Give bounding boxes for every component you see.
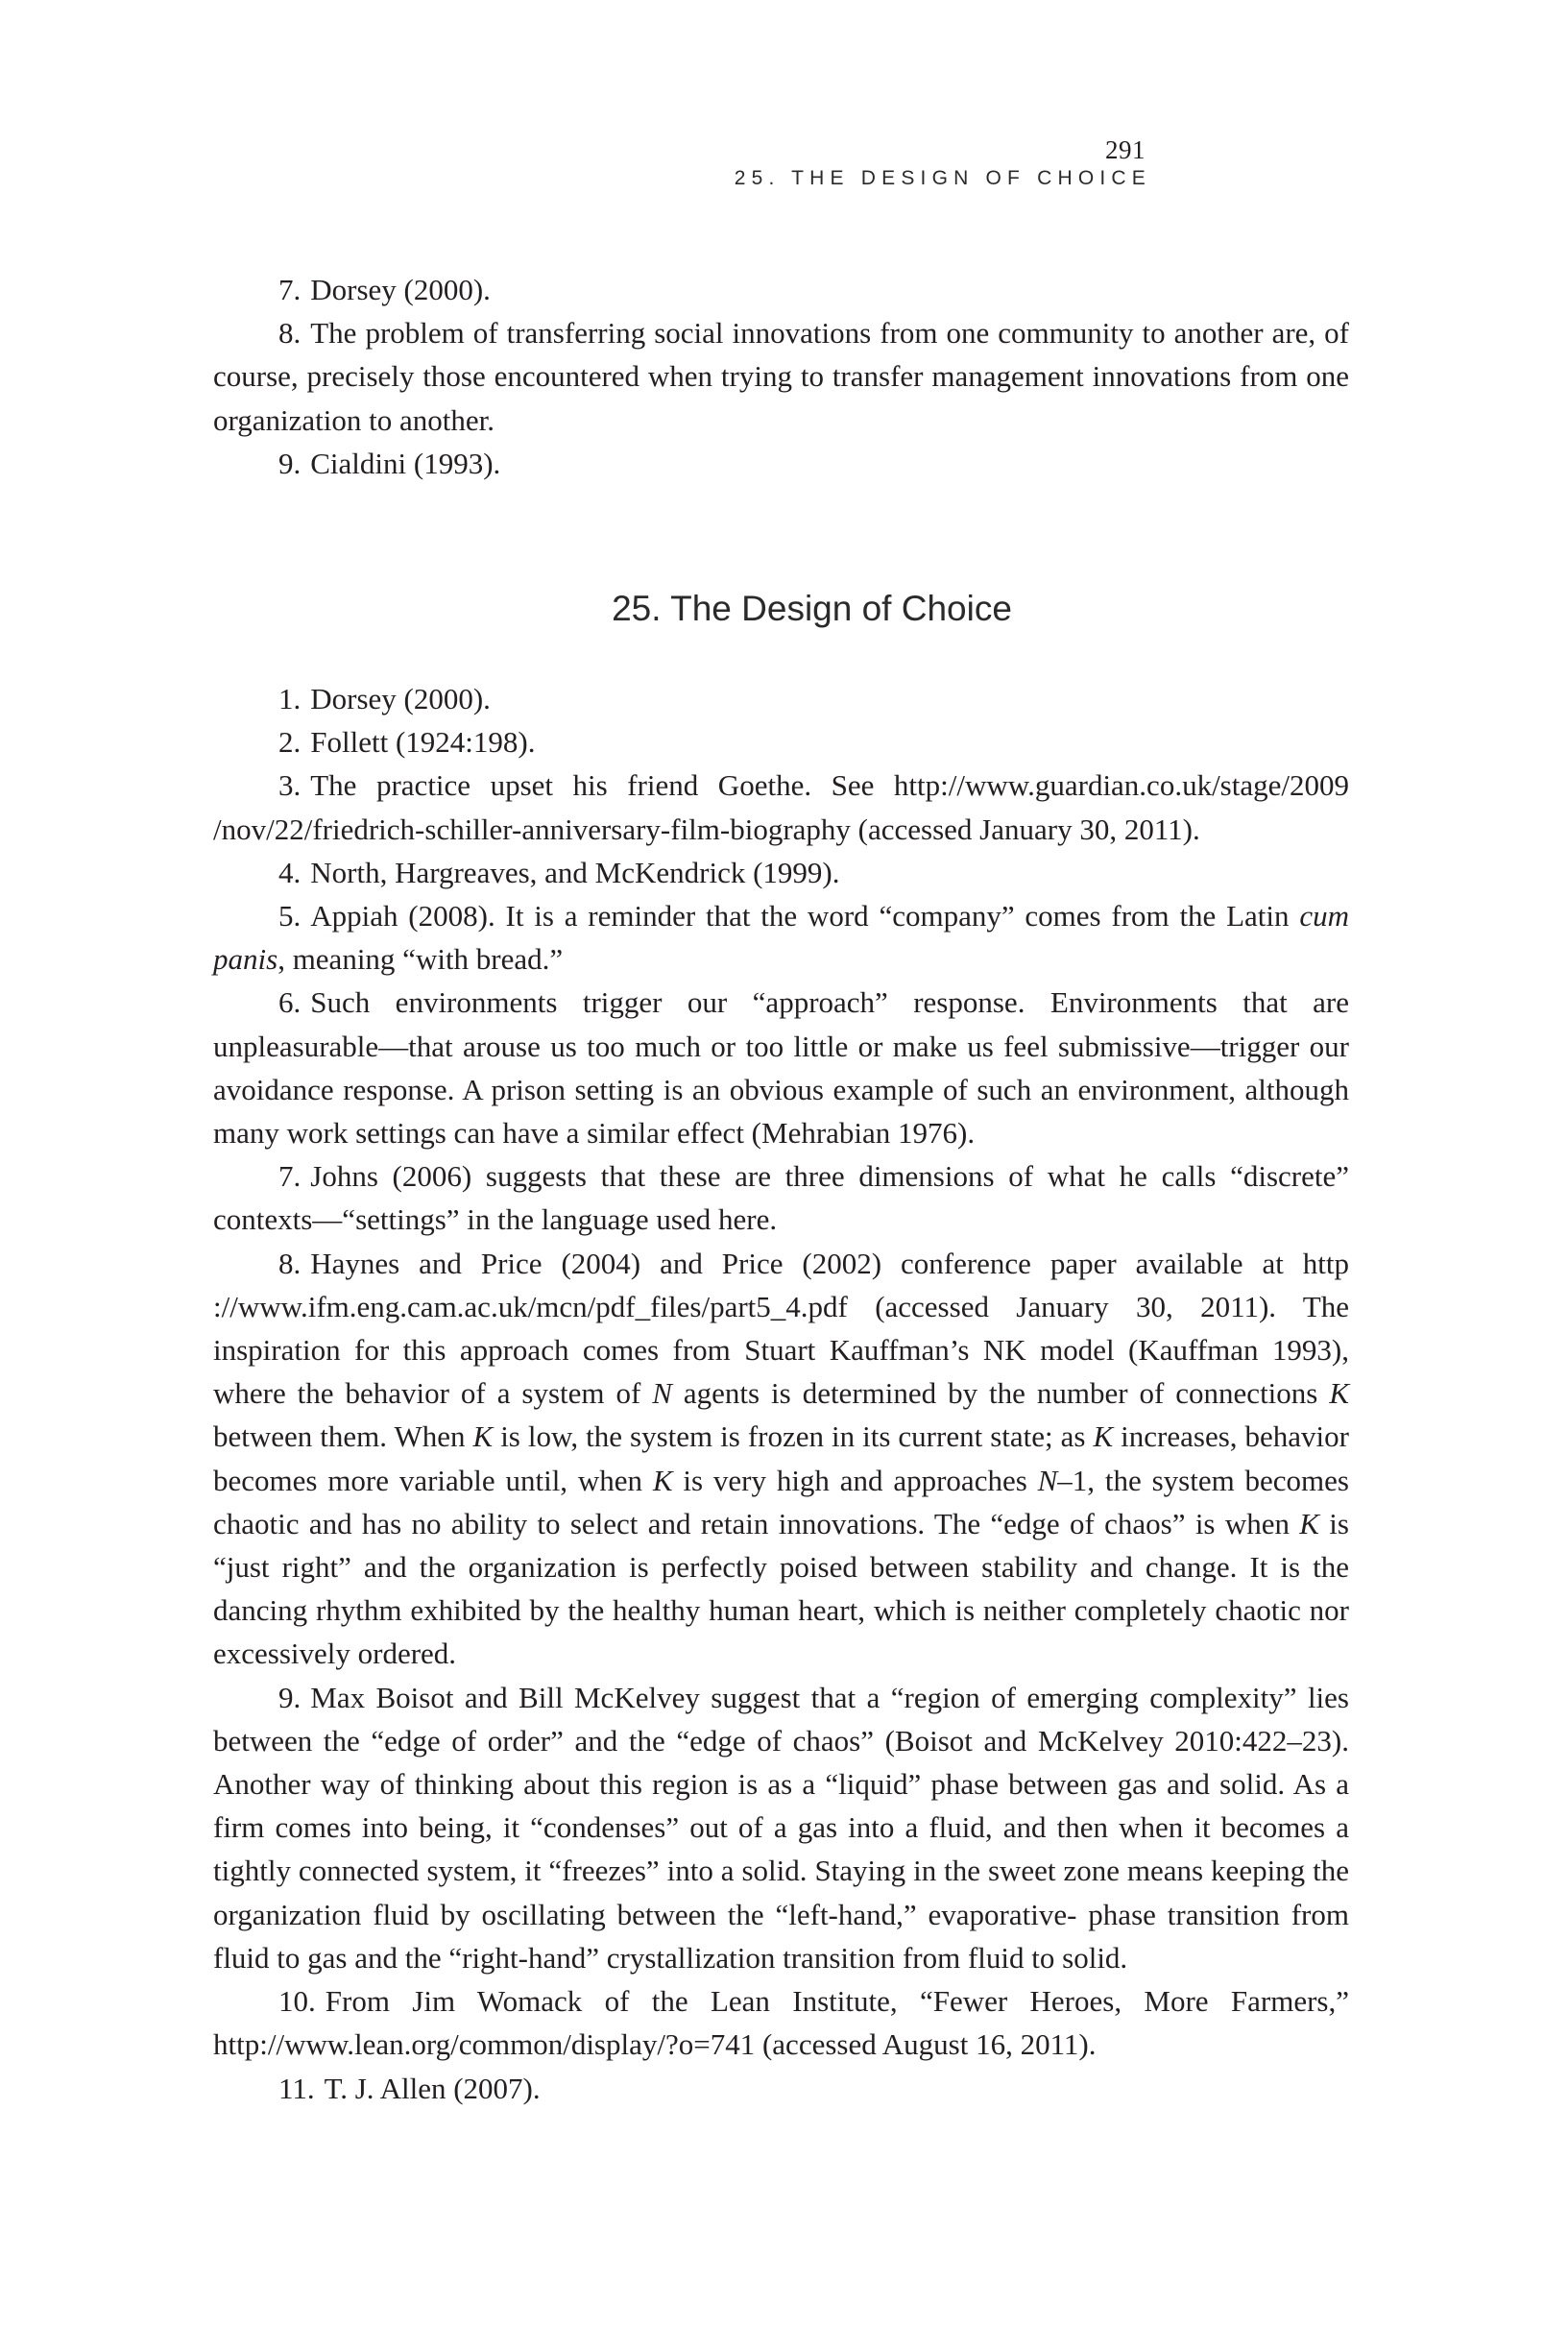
note-text: T. J. Allen (2007).: [324, 2071, 541, 2105]
running-title: 25. THE DESIGN OF CHOICE: [734, 167, 1151, 189]
note-number: 5.: [278, 899, 302, 934]
note-text: is “just right” and the organization is perfectly poised between stability and change. It is the dancing rhythm exhibited by the healthy human heart, which is neither completely chaotic nor excessively ordered.: [213, 1506, 1349, 1671]
note-number: 3.: [278, 768, 302, 803]
note-text: increases, behavior becomes more variable until, when: [213, 1419, 1349, 1497]
note-number: 9.: [278, 446, 302, 480]
note-number: 8.: [278, 1246, 302, 1280]
note-text: The practice upset his friend Goethe. See http://www.guardian.co.uk/stage/2009 /nov/22/friedrich-schiller-anniversary-film-biography (accessed January 30, 2011).: [213, 768, 1349, 846]
note-text: Follett (1924:198).: [310, 725, 536, 760]
variable-n: N: [1037, 1463, 1058, 1497]
note-item: [213, 311, 1349, 442]
note-text: Dorsey (2000).: [310, 682, 491, 715]
note-number: 1.: [278, 682, 302, 715]
note-number: 7.: [278, 1159, 302, 1194]
note-text: Appiah (2008). It is a reminder that the word “company” comes from the Latin: [310, 899, 1300, 934]
note-number: 9.: [278, 1680, 302, 1714]
note-item: [213, 981, 1349, 1154]
note-item: [213, 1154, 1349, 1241]
variable-n: N: [652, 1376, 672, 1411]
chapter-notes: [213, 677, 1349, 2110]
note-text: , meaning “with bread.”: [277, 942, 564, 977]
note-number: 10.: [278, 1984, 316, 2019]
note-item: [213, 2067, 1349, 2110]
note-number: 4.: [278, 855, 302, 889]
note-text: Such environments trigger our “approach” response. Environments that are unpleasurable—that arouse us too much or too little or make us feel submissive—trigger our avoidance response. A prison setting is an obvious example of such an environment, although many work settings can have a similar effect (Mehrabian 1976).: [213, 985, 1349, 1151]
note-number: 2.: [278, 725, 302, 760]
running-head: [734, 134, 1151, 192]
note-number: 7.: [278, 273, 302, 306]
note-number: 11.: [278, 2071, 315, 2105]
note-text: agents is determined by the number of connections: [671, 1376, 1330, 1411]
note-item: [213, 720, 1349, 764]
note-text: Haynes and Price (2004) and Price (2002) conference paper available at http ://www.ifm.eng.cam.ac.uk/mcn/pdf_files/part5_4.pdf (accessed January 30, 2011). The inspiration for this approach comes from Stuart Kauffman’s NK model (Kauffman 1993), where the behavior of a system of: [213, 1246, 1349, 1411]
section-title: 25. The Design of Choice: [612, 589, 1012, 628]
note-text: North, Hargreaves, and McKendrick (1999).: [310, 855, 840, 889]
note-item: [213, 894, 1349, 981]
variable-k: K: [1329, 1376, 1349, 1411]
page-number: 291: [1105, 135, 1146, 164]
note-item: [213, 442, 1349, 485]
variable-k: K: [652, 1463, 673, 1497]
note-item: [213, 1242, 1349, 1676]
variable-k: K: [472, 1419, 494, 1454]
previous-chapter-notes: [213, 268, 1349, 485]
variable-k: K: [1093, 1419, 1114, 1454]
note-text: Johns (2006) suggests that these are three dimensions of what he calls “discrete” contexts—“settings” in the language used here.: [213, 1159, 1349, 1237]
note-text: is very high and approaches: [672, 1463, 1038, 1497]
note-text: –1, the system becomes chaotic and has no ability to select and retain innovations. The “edge of chaos” is when: [213, 1463, 1349, 1540]
note-text: Max Boisot and Bill McKelvey suggest that a “region of emerging complexity” lies between the “edge of order” and the “edge of chaos” (Boisot and McKelvey 2010:422–23). Another way of thinking about this region is as a “liquid” phase between gas and solid. As a firm comes into being, it “condenses” out of a gas into a fluid, and then when it becomes a tightly connected system, it “freezes” into a solid. Staying in the sweet zone means keeping the organization fluid by oscillating between the “left-hand,” evaporative- phase transition from fluid to gas and the “right-hand” crystallization transition from fluid to solid.: [213, 1680, 1349, 1975]
note-number: 6.: [278, 985, 302, 1020]
note-item: [213, 1676, 1349, 1979]
note-text: between them. When: [213, 1419, 473, 1454]
note-text: The problem of transferring social innovations from one community to another are, of course, precisely those encountered when trying to transfer management innovations from one organization to another.: [213, 316, 1349, 437]
note-number: 8.: [278, 316, 302, 351]
variable-k: K: [1299, 1506, 1319, 1540]
note-item: [213, 268, 1349, 311]
note-item: [213, 1979, 1349, 2066]
note-text: is low, the system is frozen in its current state; as: [493, 1419, 1094, 1454]
note-text: Dorsey (2000).: [310, 273, 491, 306]
note-text: Cialdini (1993).: [310, 446, 501, 480]
note-text: From Jim Womack of the Lean Institute, “Fewer Heroes, More Farmers,” http://www.lean.org/common/display/?o=741 (accessed August 16, 2011).: [213, 1984, 1349, 2062]
latin-phrase: cum panis: [213, 899, 1349, 977]
note-item: [213, 677, 1349, 720]
note-item: [213, 851, 1349, 894]
note-item: [213, 764, 1349, 850]
